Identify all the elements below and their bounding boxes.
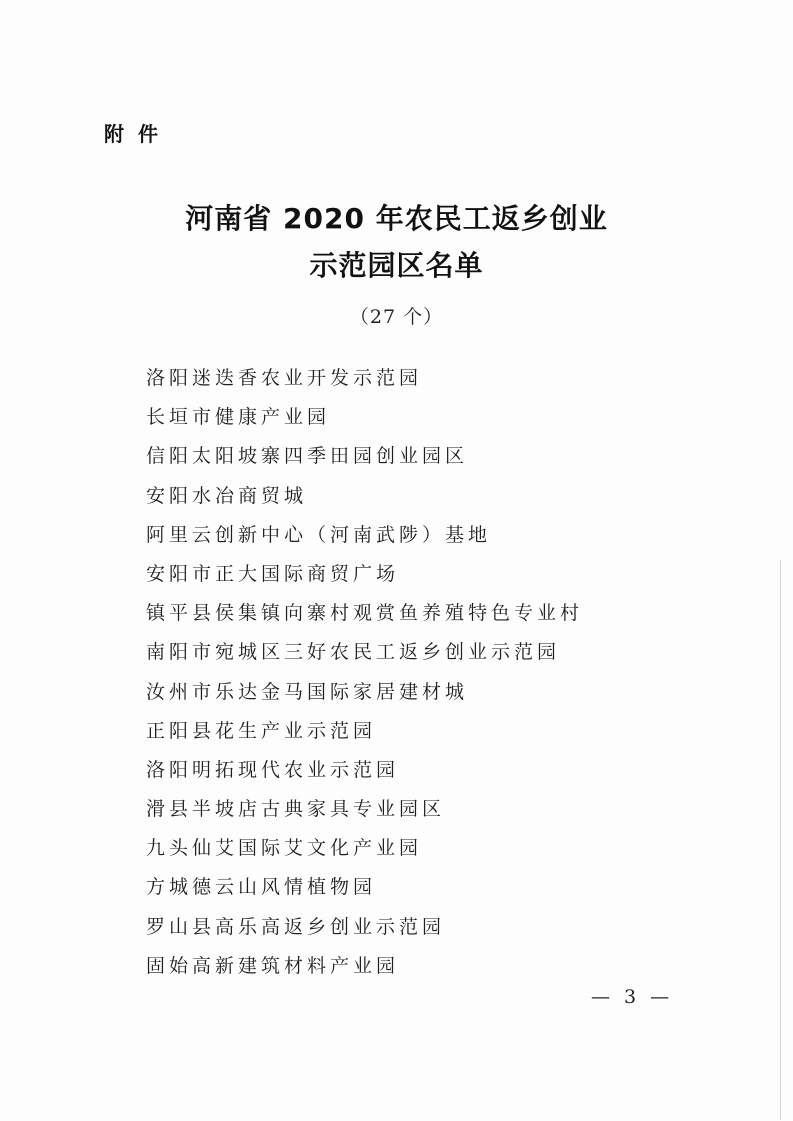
list-item: 阿里云创新中心（河南武陟）基地: [146, 523, 492, 546]
list-item: 汝州市乐达金马国际家居建材城: [146, 680, 469, 703]
scan-edge-divider: [780, 560, 781, 1120]
document-title-line-1: 河南省 2020 年农民工返乡创业: [185, 202, 608, 235]
list-item: 罗山县高乐高返乡创业示范园: [146, 915, 446, 938]
list-item: 信阳太阳坡寨四季田园创业园区: [146, 445, 469, 468]
attachment-label: 附件: [104, 122, 172, 146]
list-item: 南阳市宛城区三好农民工返乡创业示范园: [146, 641, 561, 664]
park-count: （27 个）: [349, 306, 444, 328]
list-item: 镇平县侯集镇向寨村观赏鱼养殖特色专业村: [146, 602, 584, 625]
list-item: 方城德云山风情植物园: [146, 876, 377, 899]
list-item: 正阳县花生产业示范园: [146, 719, 377, 742]
list-item: 九头仙艾国际艾文化产业园: [146, 837, 423, 860]
list-item: 长垣市健康产业园: [146, 406, 331, 429]
list-item: 固始高新建筑材料产业园: [146, 954, 400, 977]
list-item: 洛阳迷迭香农业开发示范园: [146, 367, 423, 389]
list-item: 滑县半坡店古典家具专业园区: [146, 798, 446, 821]
list-item: 洛阳明拓现代农业示范园: [146, 758, 400, 781]
park-list: [146, 359, 583, 986]
document-title-line-2: 示范园区名单: [309, 249, 484, 282]
list-item: 安阳市正大国际商贸广场: [146, 562, 400, 585]
list-item: 安阳水冶商贸城: [146, 484, 308, 507]
page-number: — 3 —: [591, 986, 674, 1008]
